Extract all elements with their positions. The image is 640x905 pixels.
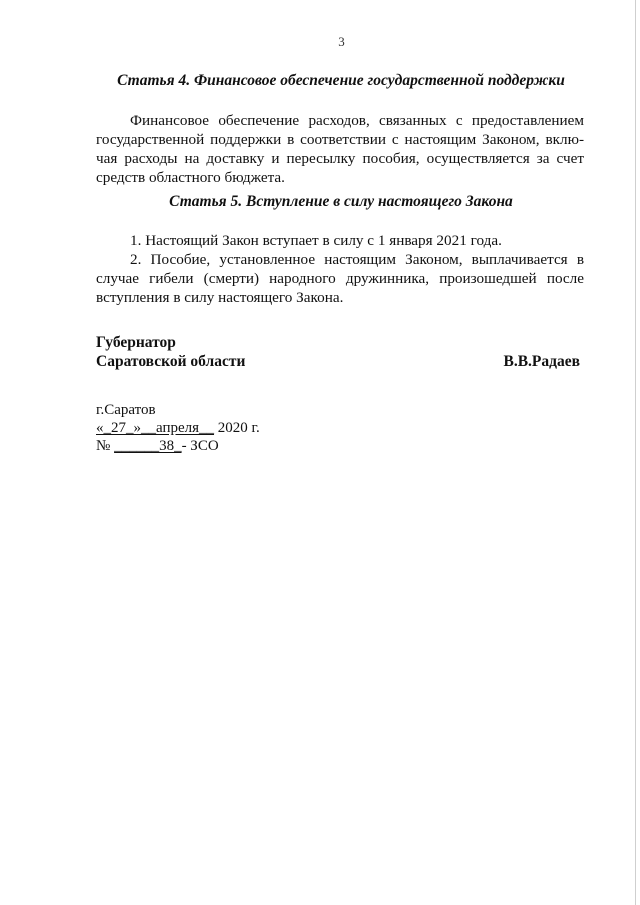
article-5-item-2-line-1: 2. Пособие, установленное настоящим Законом, выплачивается в <box>130 251 584 268</box>
footer-number-sign: № <box>96 438 111 454</box>
footer-date-month: __апреля__ <box>141 420 215 436</box>
page-number: 3 <box>338 34 345 49</box>
article-5-item-2 <box>96 250 584 307</box>
article-5-item-1 <box>96 231 584 250</box>
article-4-line-1: Финансовое обеспечение расходов, связанных с предоставлением <box>130 112 584 129</box>
footer-number-value: ______38_ <box>114 438 182 454</box>
footer-date <box>96 419 260 437</box>
article-5-item-2-line-2: случае гибели (смерти) народного дружинника, произошедшей после <box>96 270 584 287</box>
footer-city: г.Саратов <box>96 402 156 418</box>
article-4-line-3: чая расходы на доставку и пересылку пособия, осуществляется за счет <box>96 150 584 167</box>
signature-position <box>96 333 245 371</box>
governor-name: В.В.Радаев <box>503 353 580 370</box>
footer-number-suffix: - ЗСО <box>181 438 219 454</box>
footer-date-day: _27_» <box>103 420 141 436</box>
article-5-item-2-line-3: вступления в силу настоящего Закона. <box>96 289 344 306</box>
footer-number <box>96 437 260 455</box>
signature-position-line-2: Саратовской области <box>96 353 246 370</box>
article-5-title: Статья 5. Вступление в силу настоящего Закона <box>169 193 513 210</box>
footer-date-open-quote: « <box>96 420 104 436</box>
article-4-title: Статья 4. Финансовое обеспечение государственной поддержки <box>117 72 565 89</box>
article-5-item-1-text: 1. Настоящий Закон вступает в силу с 1 января 2021 года. <box>130 232 502 249</box>
signature-position-line-1: Губернатор <box>96 334 176 351</box>
footer-date-year: 2020 г. <box>217 420 260 436</box>
article-4-paragraph <box>96 111 584 187</box>
page-edge-line <box>635 0 636 905</box>
article-4-line-2: государственной поддержки в соответствии с настоящим Законом, вклю- <box>96 131 584 148</box>
document-footer <box>96 401 260 455</box>
article-4-line-4: средств областного бюджета. <box>96 169 285 186</box>
